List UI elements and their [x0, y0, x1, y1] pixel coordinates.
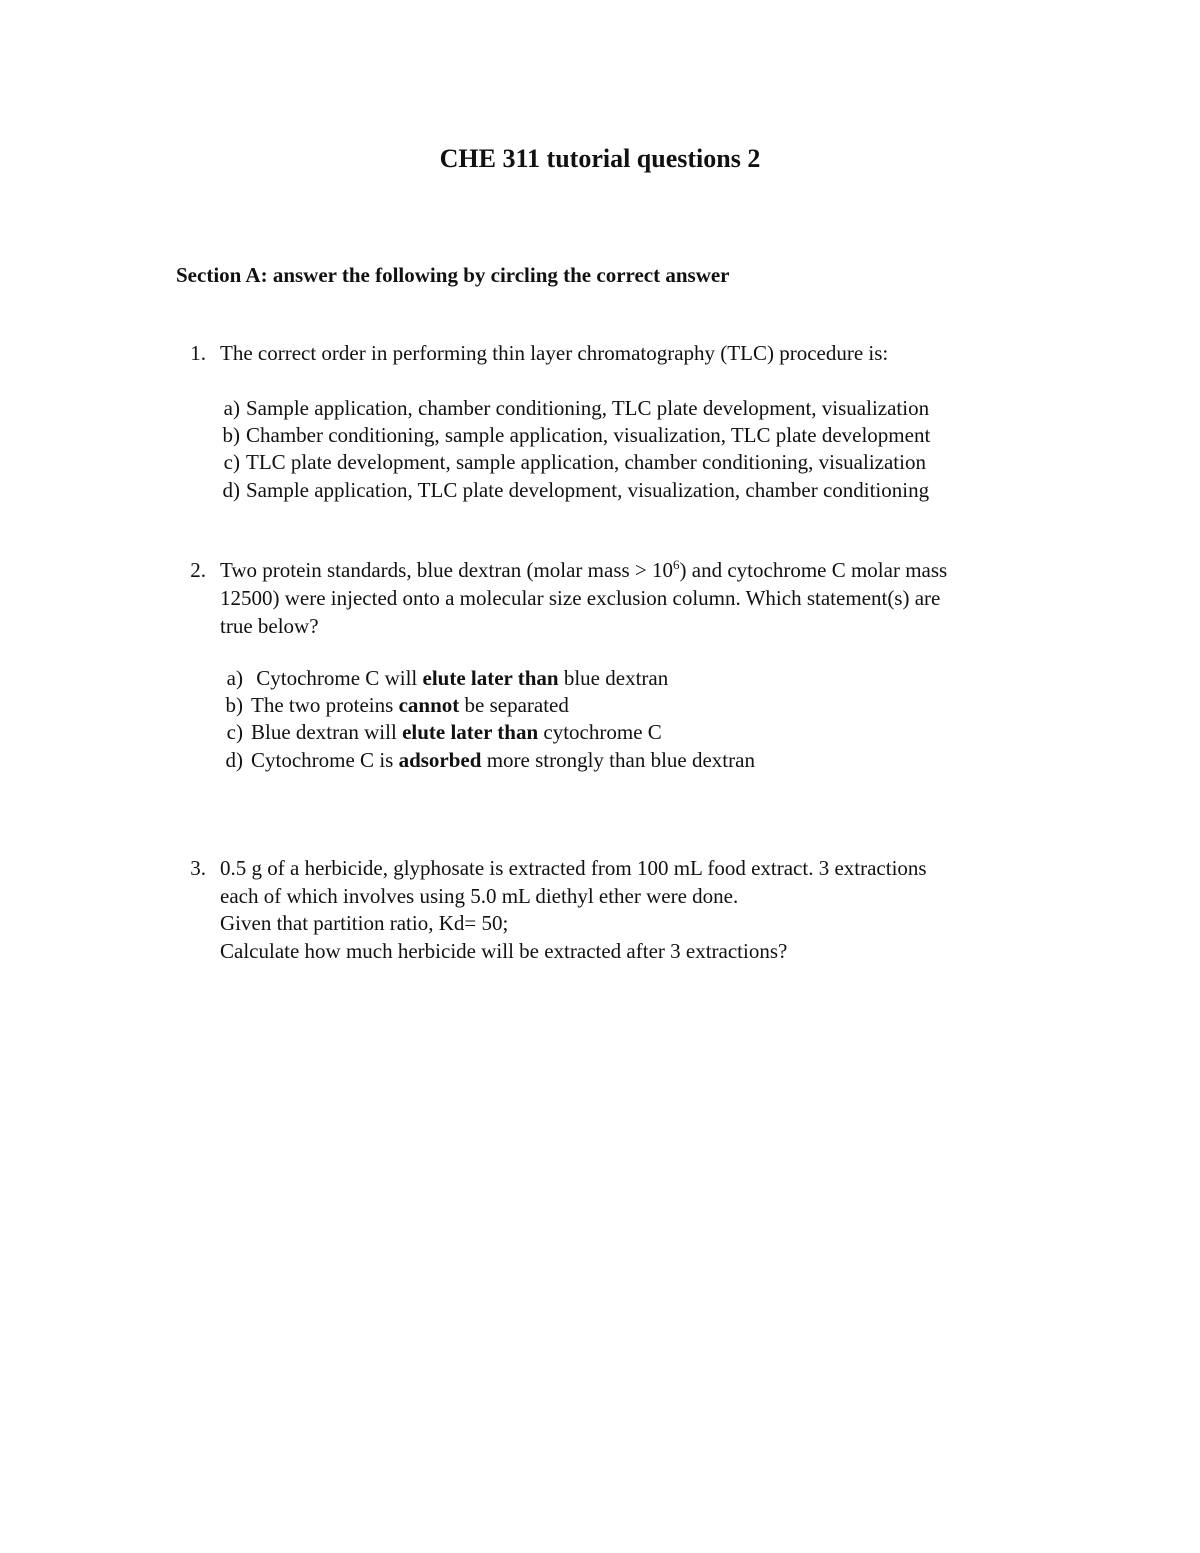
option-text: Chamber conditioning, sample application, visualization, TLC plate development	[246, 423, 931, 448]
question-text-line-1: Two protein standards, blue dextran (molar mass > $10^6$) and cytochrome C molar mass	[220, 557, 948, 582]
option-text: Sample application, TLC plate development, visualization, chamber conditioning	[246, 477, 930, 502]
option-label: d)	[222, 477, 240, 502]
question-text-line-3: Given that partition ratio, Kd= 50;	[220, 911, 509, 935]
question-text-line-4: Calculate how much herbicide will be extracted after 3 extractions?	[220, 938, 788, 963]
option-text: Cytochrome C is adsorbed more strongly than blue dextran	[251, 747, 755, 772]
option-b[interactable]	[211, 692, 1111, 719]
section-a-heading: Section A: answer the following by circling the correct answer	[176, 263, 730, 287]
question-number: 3.	[190, 856, 206, 880]
option-a[interactable]	[208, 395, 1108, 422]
question-number: 1.	[190, 341, 206, 365]
option-text: TLC plate development, sample application, chamber conditioning, visualization	[246, 450, 926, 475]
option-label: c)	[223, 450, 240, 475]
option-label: b)	[222, 423, 240, 448]
question-number: 2.	[190, 558, 206, 582]
question-text-line-3: true below?	[220, 614, 319, 638]
option-text: Cytochrome C will elute later than blue dextran	[251, 666, 669, 690]
question-1-options	[208, 395, 1108, 504]
question-1	[176, 340, 1076, 368]
option-c[interactable]	[211, 719, 1111, 746]
option-text: The two proteins cannot be separated	[251, 693, 569, 718]
option-a[interactable]	[211, 665, 1111, 692]
question-text-line-2: 12500) were injected onto a molecular size exclusion column. Which statement(s) are	[220, 586, 941, 610]
option-label: a)	[223, 396, 240, 420]
option-b[interactable]	[208, 422, 1108, 449]
option-label: c)	[226, 720, 243, 745]
option-label: a)	[226, 666, 243, 690]
question-3	[176, 855, 1076, 970]
document-title: CHE 311 tutorial questions 2	[439, 144, 761, 173]
option-label: b)	[225, 693, 243, 718]
option-d[interactable]	[208, 477, 1108, 504]
option-d[interactable]	[211, 747, 1111, 774]
option-label: d)	[225, 747, 243, 772]
option-c[interactable]	[208, 449, 1108, 476]
superscript-exponent: 6	[673, 557, 680, 572]
option-text: Blue dextran will elute later than cytochrome C	[251, 720, 662, 745]
question-2	[176, 557, 1076, 647]
question-text: The correct order in performing thin layer chromatography (TLC) procedure is:	[220, 341, 889, 365]
question-text-line-2: each of which involves using 5.0 mL diethyl ether were done.	[220, 883, 739, 908]
option-text: Sample application, chamber conditioning, TLC plate development, visualization	[246, 396, 930, 420]
question-2-options	[211, 665, 1111, 774]
question-text-line-1: 0.5 g of a herbicide, glyphosate is extracted from 100 mL food extract. 3 extractions	[220, 856, 927, 880]
